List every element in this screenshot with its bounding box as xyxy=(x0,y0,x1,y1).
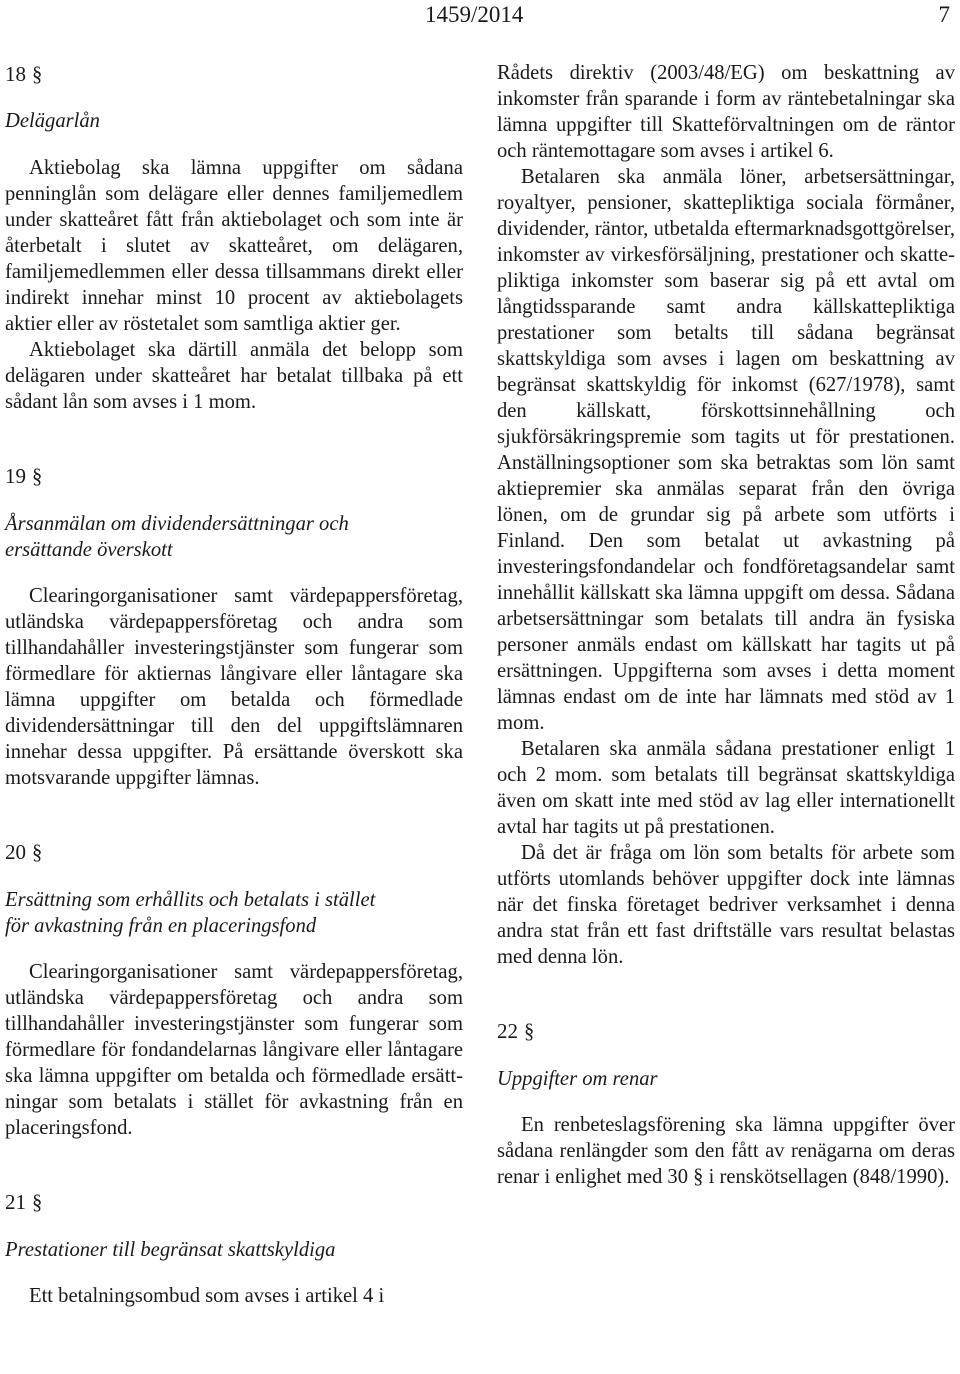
section-22-paragraph-1: En renbeteslagsförening ska lämna uppgifter över sådana renlängder som den fått av renägarna om deras renar i enlighet med 30 § i renskötsellagen (848/1990). xyxy=(497,1114,955,1188)
section-19-title-line-2: ersättande överskott xyxy=(5,539,173,561)
section-20-heading xyxy=(5,839,463,866)
section-number: 19 xyxy=(5,464,26,488)
section-number: 18 xyxy=(5,62,26,86)
section-19-title-line-1: Årsanmälan om dividendersättningar och xyxy=(5,513,349,535)
section-21-title: Prestationer till begränsat skattskyldiga xyxy=(5,1239,336,1261)
section-sign: § xyxy=(524,1021,535,1043)
section-21-paragraph-1-continued: Rådets direktiv (2003/48/EG) om beskattning av inkomster från sparande i form av räntebetalningar ska lämna uppgifter till Skatteförvaltningen om de räntor och räntemottagare som avses i artikel 6. xyxy=(497,62,955,162)
section-18-heading xyxy=(5,61,463,88)
section-number: 21 xyxy=(5,1190,26,1214)
left-column xyxy=(5,60,463,1309)
section-18-paragraph-2: Aktiebolaget ska därtill anmäla det belopp som delägaren under skatteåret har betalat tillbaka på ett sådant lån som avses i 1 mom. xyxy=(5,339,463,413)
section-number: 20 xyxy=(5,840,26,864)
section-21-paragraph-4: Då det är fråga om lön som betalts för arbete som utförts utomlands behöver uppgifter dock inte lämnas när det finska företaget bedriver verksamhet i denna andra stat från ett fast driftställe vars resultat belastas med denna lön. xyxy=(497,842,955,968)
section-20-title-line-2: för avkastning från en placeringsfond xyxy=(5,915,317,937)
page-header xyxy=(0,0,960,28)
section-21-heading xyxy=(5,1189,463,1216)
section-21-paragraph-3: Betalaren ska anmäla sådana prestationer enligt 1 och 2 mom. som betalats till begränsat skattskyldiga även om skatt inte med stöd av lag eller internationellt avtal har tagits ut på prestationen. xyxy=(497,738,955,838)
section-20-title xyxy=(5,887,463,939)
section-sign: § xyxy=(32,1192,43,1214)
section-21-paragraph-1-start: Ett betalningsombud som avses i artikel 4 i xyxy=(29,1285,385,1307)
page-number: 7 xyxy=(938,2,950,27)
section-20-title-line-1: Ersättning som erhållits och betalats i stället xyxy=(5,889,376,911)
section-sign: § xyxy=(32,64,43,86)
section-22-heading xyxy=(497,1018,955,1045)
right-column xyxy=(497,60,955,1190)
section-sign: § xyxy=(32,466,43,488)
section-18-title: Delägarlån xyxy=(5,110,100,132)
section-sign: § xyxy=(32,842,43,864)
section-21-paragraph-2: Betalaren ska anmäla löner, arbetsersättningar, royaltyer, pensioner, skattepliktiga sociala förmåner, dividender, räntor, utbetalda eftermarknadsgottgörelser, inkomster av virkesförsäljning, prestationer och skattepliktiga inkomster som baserar sig på ett avtal om långtidssparande samt andra källskattepliktiga prestationer som betalts till sådana begränsat skattskyldiga som avses i lagen om beskattning av begränsat skattskyldig för inkomst (627/1978), samt den källskatt, förskottsinnehållning och sjukförsäkringspremie som tagits ut för prestationen. Anställningsoptioner som ska betraktas som lön samt aktiepremier ska anmälas separat från den övriga lönen, om de grundar sig på arbete som utförts i Finland. Den som betalat ut avkastning på investeringsfondandelar och fondföretagsandelar samt innehållit källskatt ska lämna uppgift om dessa. Sådana arbetsersättningar som betalats till andra än fysiska personer anmäls endast om källskatt har tagits ut på ersättningen. Uppgifterna som avses i detta moment lämnas endast om de inte har lämnats med stöd av 1 mom. xyxy=(497,166,955,734)
section-19-paragraph-1: Clearingorganisationer samt värdepappersföretag, utländska värdepappersföretag och andra som tillhandahåller investeringstjänster som fungerar som förmedlare för aktiernas långivare eller låntagare ska lämna uppgifter om betalda och förmedlade dividendersättningar till den del uppgiftslämnaren innehar dessa uppgifter. På ersättande överskott ska motsvarande uppgifter lämnas. xyxy=(5,585,463,789)
section-19-heading xyxy=(5,463,463,490)
document-number: 1459/2014 xyxy=(425,2,524,27)
section-18-paragraph-1: Aktiebolag ska lämna uppgifter om sådana penninglån som delägare eller dennes familjemedlem under skatteåret fått från aktiebolaget och som inte är återbetalt i slutet av skatteåret, om delägaren, familjemedlemmen eller dessa tillsammans direkt eller indirekt innehar minst 10 procent av aktiebolagets aktier eller av röstetalet som samtliga aktier ger. xyxy=(5,157,463,335)
section-19-title xyxy=(5,511,463,563)
section-number: 22 xyxy=(497,1019,518,1043)
section-20-paragraph-1: Clearingorganisationer samt värdepappersföretag, utländska värdepappersföretag och andra som tillhandahåller investeringstjänster som fungerar som förmedlare för fondandelarnas långivare eller låntagare ska lämna uppgifter om betalda och förmedlade ersättningar som betalats i stället för avkastning från en placeringsfond. xyxy=(5,961,463,1139)
section-22-title: Uppgifter om renar xyxy=(497,1068,658,1090)
